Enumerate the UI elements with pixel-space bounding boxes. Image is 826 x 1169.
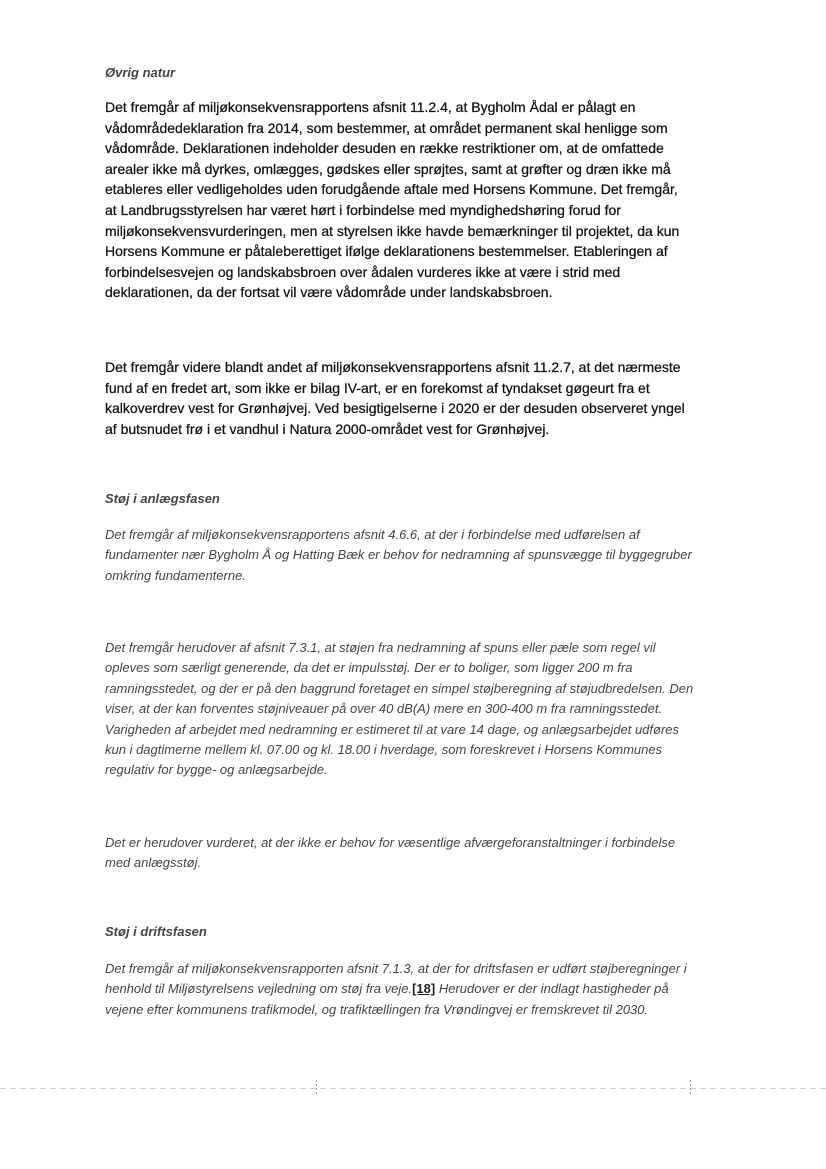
- footnote-link-18[interactable]: [18]: [412, 981, 436, 997]
- text-line: Det fremgår af miljøkonsekvensrapporten afsnit 7.1.3, at der for driftsfasen er udført støjberegninger i: [105, 961, 687, 976]
- text-line: Det fremgår af miljøkonsekvensrapportens afsnit 11.2.4, at Bygholm Ådal er pålagt en: [105, 99, 636, 115]
- text-line: ramningsstedet, og der er på den baggrund foretaget en simpel støjberegning af støjudbredelsen. Den: [105, 680, 694, 696]
- text-line: fund af en fredet art, som ikke er bilag IV-art, er en forekomst af tyndakset gøgeurt fra et: [105, 379, 650, 396]
- scan-artifact-tick: [690, 1080, 691, 1094]
- text-line: at Landbrugsstyrelsen har været hørt i forbindelse med myndighedshøring forud for: [105, 201, 621, 218]
- text-segment: henhold til Miljøstyrelsens vejledning om støj fra veje.: [105, 981, 413, 997]
- text-line: Det fremgår herudover af afsnit 7.3.1, at støjen fra nedramning af spuns eller pæle som regel vil: [105, 640, 656, 655]
- text-line: omkring fundamenterne.: [105, 567, 246, 583]
- paragraph-spunsvaegge: [105, 525, 725, 586]
- paragraph-nedramning: [105, 638, 725, 781]
- text-line: med anlægsstøj.: [105, 855, 202, 871]
- text-line: Horsens Kommune er påtaleberettiget ifølge deklarationens bestemmelser. Etableringen af: [105, 243, 668, 260]
- paragraph-fredet-art: [105, 357, 725, 439]
- text-line: vejene efter kommunens trafikmodel, og trafiktællingen fra Vrøndingvej er fremskrevet til 2030.: [105, 1001, 649, 1017]
- text-line: kun i dagtimerne mellem kl. 07.00 og kl. 18.00 i hverdage, som foreskrevet i Horsens Kommunes: [105, 742, 663, 758]
- paragraph-vadomrade: [105, 97, 725, 303]
- text-segment: Herudover er der indlagt hastigheder på: [435, 981, 669, 997]
- text-line: opleves som særligt generende, da det er impulsstøj. Der er to boliger, som ligger 200 m fra: [105, 660, 633, 676]
- paragraph-afvaerge: [105, 833, 725, 874]
- text-line: Det fremgår af miljøkonsekvensrapportens afsnit 4.6.6, at der i forbindelse med udførelsen af: [105, 527, 640, 542]
- text-line: regulativ for bygge- og anlægsarbejde.: [105, 762, 328, 778]
- scan-artifact-tick: [316, 1080, 317, 1094]
- text-line: kalkoverdrev vest for Grønhøjvej. Ved besigtigelserne i 2020 er der desuden observeret yngel: [105, 400, 685, 417]
- scan-artifact-line: [0, 1088, 826, 1089]
- text-line: deklarationen, da der fortsat vil være vådområde under landskabsbroen.: [105, 284, 553, 301]
- paragraph-driftsfasen: [105, 959, 725, 1020]
- section-heading-stoej-drift: Støj i driftsfasen: [105, 924, 207, 939]
- text-line: arealer ikke må dyrkes, omlægges, gødskes eller sprøjtes, samt at grøfter og dræn ikke må: [105, 160, 671, 177]
- text-line: af butsnudet frø i et vandhul i Natura 2000-området vest for Grønhøjvej.: [105, 420, 550, 437]
- text-line: viser, at der kan forventes støjniveauer på over 40 dB(A) mere en 300-400 m fra ramningsstedet.: [105, 701, 663, 717]
- text-line: forbindelsesvejen og landskabsbroen over ådalen vurderes ikke at være i strid med: [105, 263, 621, 280]
- section-heading-stoej-anlaeg: Støj i anlægsfasen: [105, 491, 220, 506]
- text-line: Det fremgår videre blandt andet af miljøkonsekvensrapportens afsnit 11.2.7, at det nærmeste: [105, 359, 681, 375]
- text-line: Det er herudover vurderet, at der ikke er behov for væsentlige afværgeforanstaltninger i forbindelse: [105, 835, 676, 850]
- text-line: etableres eller vedligeholdes uden forudgående aftale med Horsens Kommune. Det fremgår,: [105, 181, 678, 198]
- text-line: vådområde. Deklarationen indeholder desuden en række restriktioner om, at de omfattede: [105, 140, 664, 157]
- text-line: Varigheden af arbejdet med nedramning er estimeret til at vare 14 dage, og anlægsarbejdet udføres: [105, 721, 680, 737]
- text-line: fundamenter nær Bygholm Å og Hatting Bæk er behov for nedramning af spunsvægge til byggegruber: [105, 547, 692, 563]
- text-line: [105, 979, 725, 999]
- text-line: miljøkonsekvensvurderingen, men at styrelsen ikke havde bemærkninger til projektet, da kun: [105, 222, 680, 239]
- section-heading-ovrig-natur: Øvrig natur: [105, 65, 176, 80]
- text-line: vådområdedeklaration fra 2014, som bestemmer, at området permanent skal henligge som: [105, 119, 668, 136]
